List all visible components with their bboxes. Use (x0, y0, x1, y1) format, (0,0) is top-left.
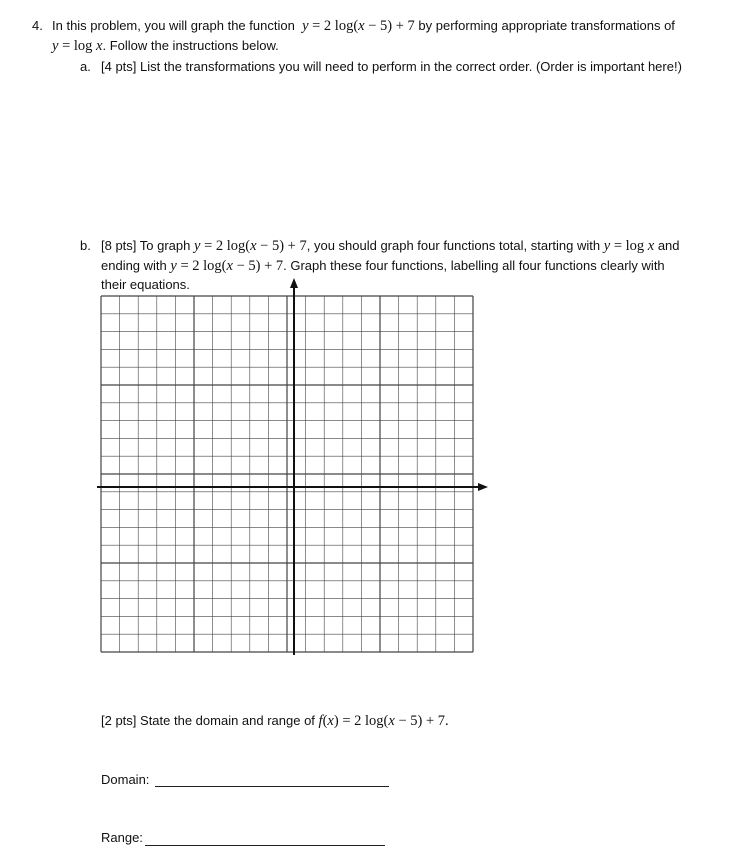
fn-paren-r: ) (333, 713, 339, 729)
pb-eq-y: y (194, 238, 201, 254)
pb-start-body: = log (610, 238, 645, 254)
fn-x: x (327, 713, 334, 729)
domain-label: Domain: (101, 772, 150, 787)
domain-range-prompt (101, 713, 449, 730)
pb-start-x: x (647, 238, 655, 254)
eq-x: x (358, 18, 365, 34)
part-b-text-pre: [8 pts] To graph (101, 238, 194, 253)
part-b-line3: their equations. (101, 277, 190, 292)
eq-tail: − 5) + 7 (364, 18, 415, 34)
eq-y: y (302, 18, 309, 34)
eq-body: = 2 log( (308, 18, 359, 34)
intro-text-post: by performing appropriate transformations of (414, 18, 675, 33)
base-eq-x: x (96, 38, 103, 54)
part-b-label: b. (80, 238, 91, 253)
pb-end-y: y (170, 258, 177, 274)
part-a-text: [4 pts] List the transformations you will need to perform in the correct order. (Order is important here!) (101, 59, 682, 74)
pb-end-x: x (226, 258, 233, 274)
pb-eq-body: = 2 log( (200, 238, 251, 254)
domain-answer-line[interactable] (155, 786, 389, 787)
domain-range-text: [2 pts] State the domain and range of (101, 713, 319, 728)
x-axis-arrow-icon (478, 483, 488, 491)
part-b-text-mid: , you should graph four functions total, starting with (306, 238, 604, 253)
base-eq-y: y (52, 38, 59, 54)
intro-text: In this problem, you will graph the function (52, 18, 295, 33)
pb-eq-tail: − 5) + 7 (256, 238, 307, 254)
part-b-text-graph: . Graph these four functions, labelling all four functions clearly with (283, 258, 665, 273)
fn-eq-tail: − 5) + 7. (394, 713, 449, 729)
fn-paren-l: ( (322, 713, 328, 729)
pb-start-y: y (603, 238, 611, 254)
part-a-label: a. (80, 59, 91, 74)
range-label: Range: (101, 830, 143, 845)
function-equation (319, 713, 449, 729)
range-answer-line[interactable] (145, 845, 385, 846)
pb-end-body: = 2 log( (176, 258, 227, 274)
problem-number: 4. (32, 18, 43, 33)
fn-eq-body: = 2 log( (338, 713, 389, 729)
pb-end-tail: − 5) + 7 (232, 258, 284, 274)
part-b-text-ending: ending with (101, 258, 171, 273)
part-b-text-end: and (654, 238, 680, 253)
base-eq-body: = log (58, 38, 93, 54)
instructions-text: . Follow the instructions below. (102, 38, 279, 53)
y-axis-arrow-icon (290, 278, 298, 288)
pb-eq-x: x (250, 238, 257, 254)
fn-f: f (318, 713, 323, 729)
fn-eq-x: x (388, 713, 395, 729)
